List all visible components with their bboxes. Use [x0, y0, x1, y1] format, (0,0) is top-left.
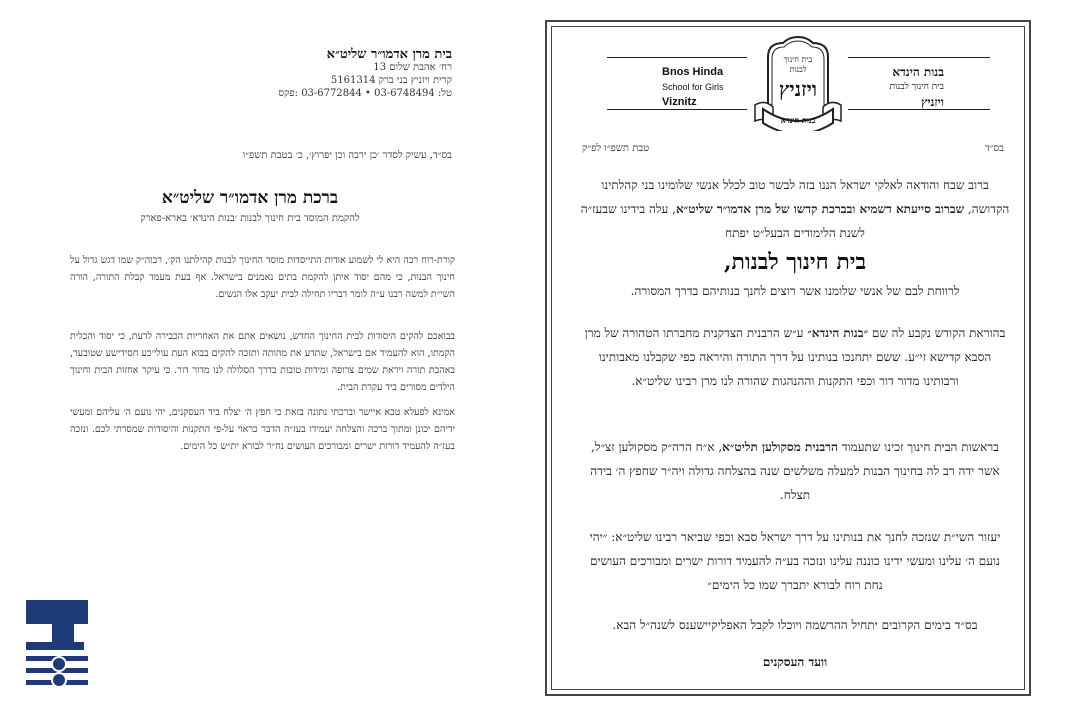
notice-signature: וועד העסקנים [762, 655, 828, 669]
notice-paragraph-2 [580, 321, 1010, 393]
notice-big-title: בית חינוך לבנות, [723, 249, 867, 275]
crest-ribbon-text: בנות הינדא [780, 115, 816, 125]
notice-bsd: בס״ד [984, 143, 1004, 154]
letterhead-address-1: רח׳ אהבת שלום 13 [373, 62, 452, 73]
logo-mark-icon [26, 600, 92, 700]
brand-english-city: Viznitz [662, 96, 697, 108]
crest-mid-text: לבנות [789, 65, 807, 74]
notice-frame [545, 20, 1031, 696]
intro-plain: ברוב שבח והודאה לאלקי ישראל הננו בזה לבשר טוב לכלל אנשי שלומינו בני קהלתינו הקדושה, [601, 178, 1010, 216]
brand-hebrew [889, 65, 944, 110]
letter-date: בס״ד, עשיק לסדר ׳כן ירבה וכן יפרוץ׳, כ׳ בטבת תשפ״ו [242, 150, 452, 161]
notice-paragraph-5: בס״ד בימים הקרובים יתחיל ההרשמה ויוכלו לקבל האפליקיישענס לשנה״ל הבא. [612, 618, 978, 632]
blessing-subtitle: להקמת המוסד בית חינוך לבנות ׳בנות הינדא׳ בארא-פארק [140, 213, 360, 224]
letterhead-phones: טל: 03-6748494 • 03-6772844 :פקס [278, 88, 452, 99]
intro-end: , עלה בידינו שבעז״ה לשנת הלימודים הבעל״ט יפתח [580, 202, 865, 240]
letter-paragraph-2: בבואכם להקים היסודות לבית החינוך החדש, נושאים אתם את האחריות הכבירה לדעת, כי יסוד והכלית הקמתו, הוא להעמיד אם בישראל, שתדע את מהותה ותזכה להקים בבוא העת עולי׳כע חסידישע שטובער, באהבת תורה ויראת שמים צרופה ומידות טובות בדרך הסלולה לנו מדור דור. כי עיקר אחזות הבית וחינוך הילדים מסורים ביד עקרת הבית. [70, 331, 455, 393]
crest-logo [753, 35, 843, 131]
letterhead [60, 48, 452, 100]
letter-paragraph-1: קורת-רוח רבה היא לי לשמוע אודות התייסדות מוסד החינוך לבנות קהילתנו הק׳, רבוה״ק שמו דגש גדול על חינוך הבנות, כי מהם יסוד איתן להקמת בתים נאמנים בישראל. אף בעת מעמד קבלת התורה, הורה השי״ת למשה רבנו ע״ה לומר דבריו תחילה לבית יעקב אלו הנשים. [70, 255, 455, 300]
para2-start: בהוראת הקודש נקבע לה שם [868, 326, 1006, 340]
brand-hebrew-tagline: בית חינוך לבנות [889, 82, 944, 92]
blessing-title: ברכת מרן אדמו״ר שליט״א [161, 188, 339, 208]
brand-hebrew-city: ויזניץ [921, 95, 944, 109]
notice-inner-border [551, 26, 1025, 690]
para3-rest: , א״ח הרה״ק מסקולען זצ״ל, אשר ידה רב לה בחינוך הבנות למעלה משלשים שנה בהצלחה גדולה ויה״ר שחפץ ה׳ בידה תצלח. [590, 440, 1000, 502]
institution-logo [26, 600, 92, 700]
notice-purpose: לרווחת לבם של אנשי שלומנו אשר רוצים לחנך בנותיהם בדרך המסורה. [630, 284, 960, 298]
notice-date: טבת תשפ״ו לפ״ק [582, 143, 650, 154]
header-rule-right-top [848, 57, 990, 58]
brand-english-tagline: School for Girls [662, 82, 724, 92]
para3-name: הרבנית מסקולען תליט״א [722, 440, 838, 454]
para2-rest: ע״ש הרבנית הצדקנית מחברתו הטהורה של מרן הסבא קדישא זי״ע. ששם יתחנכו בנותינו על דרך התורה והיראה כפי שקבלנו מאבותינו ורבותינו מדור דור וכפי התקנות וההנהגות שהורה לנו מרן רבינו שליט״א. [584, 326, 992, 388]
notice-paragraph-4: יעזור השי״ת שנזכה לחנך את בנותינו על דרך ישראל סבא וכפי שביאר רבינו שליט״א: ״יהי נועם ה׳ עלינו ומעשי ידינו כוננה עלינו ונזכה בע״ה להעמיד דורות ישרים ומבורכים העושים נחת רוח לבורא יתברך שמו כל הימים״ [589, 530, 1001, 592]
para2-name: ״בנות הינדא״ [807, 326, 869, 340]
crest-top-text: בית חינוך [783, 55, 813, 64]
para3-start: בראשות הבית חינוך זכינו שתעמוד [837, 440, 999, 454]
intro-bold: שברוב סייעתא דשמיא ובברכת קדשו של מרן אדמו״ר שליט״א [675, 202, 965, 216]
brand-hebrew-name: בנות הינדא [892, 65, 944, 79]
letterhead-title: בית מרן אדמו״ר שליט״א [326, 47, 452, 62]
letterhead-address-2: קרית ויזניץ בני ברק 5161314 [330, 75, 452, 86]
letter-paragraph-3: אמינא לפעלא טבא איישר וברכתי נתונה בזאת כי חפץ ה׳ יצלח ביד העסקנים, יהי נועם ה׳ עליהם ומעשי ידיהם יכונן ומתוך ברכה והצלחה יעמידו בעז״ה הדבר כראוי על-פי התקנות והיסודות שמסרתי לכם. ונזכה בעז״ה להעמיד דורות ישרים ומבורכים העושים נח״ר לבורא ית״ש כל הימים. [70, 407, 455, 452]
brand-english-name: Bnos Hinda [662, 66, 724, 78]
brand-english [662, 65, 724, 110]
crest-name: ויזניץ [778, 77, 818, 101]
notice-paragraph-3 [580, 435, 1010, 507]
header-rule-left-top [607, 57, 747, 58]
notice-intro [580, 173, 1010, 245]
